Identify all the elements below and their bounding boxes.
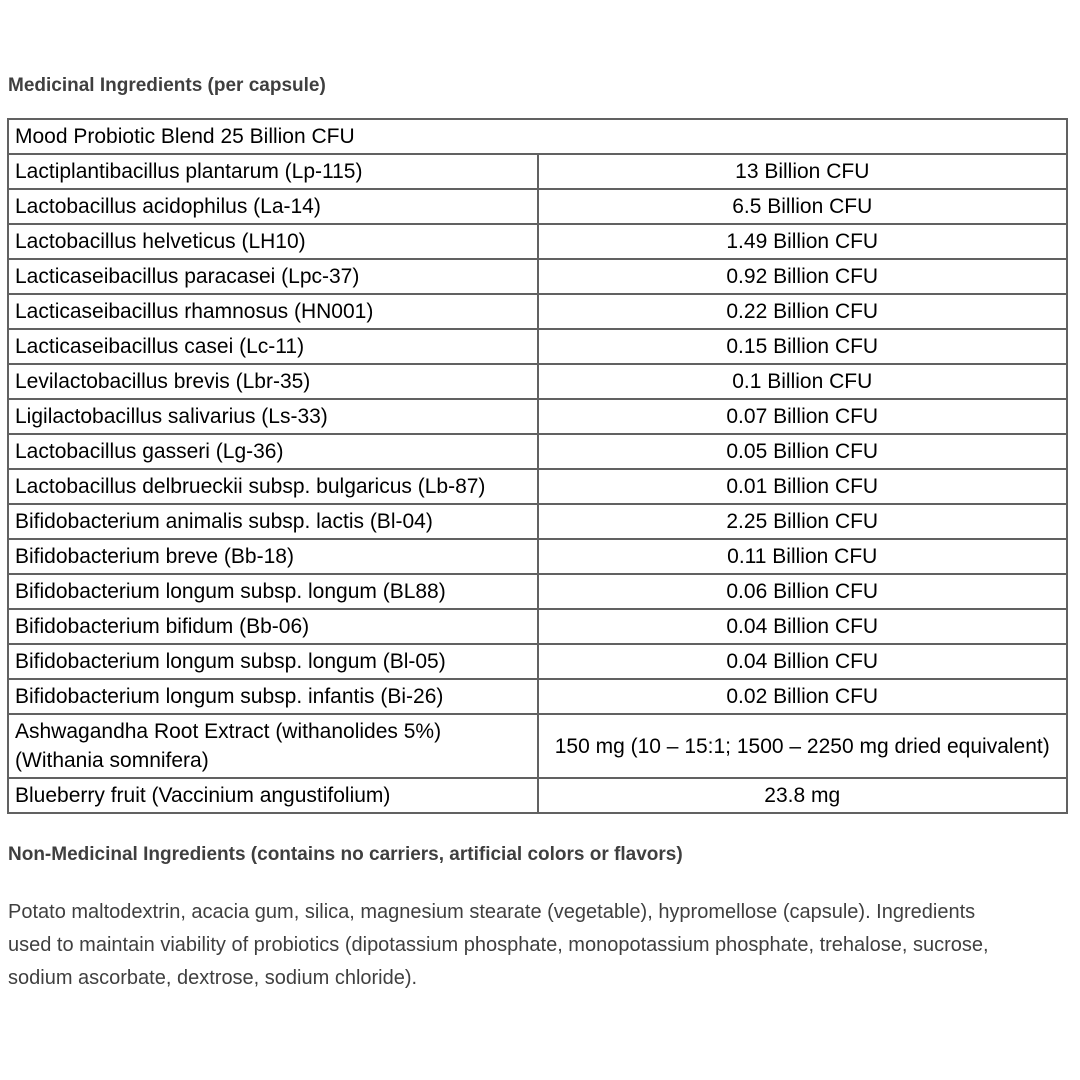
- ingredient-name-cell: Bifidobacterium longum subsp. infantis (Bi-26): [8, 679, 538, 714]
- table-row: [8, 574, 1067, 609]
- table-row: [8, 434, 1067, 469]
- ingredient-name-cell: Bifidobacterium animalis subsp. lactis (Bl-04): [8, 504, 538, 539]
- ingredient-name-cell: Ligilactobacillus salivarius (Ls-33): [8, 399, 538, 434]
- ingredient-amount-cell: 0.1 Billion CFU: [538, 364, 1068, 399]
- ingredient-amount-cell: 0.05 Billion CFU: [538, 434, 1068, 469]
- ingredient-name-cell: Lactobacillus helveticus (LH10): [8, 224, 538, 259]
- ingredient-name-cell: Blueberry fruit (Vaccinium angustifolium): [8, 778, 538, 813]
- ingredient-name-cell: Lactobacillus gasseri (Lg-36): [8, 434, 538, 469]
- table-row: [8, 364, 1067, 399]
- ingredient-amount-cell: 0.04 Billion CFU: [538, 609, 1068, 644]
- ingredient-amount-cell: 6.5 Billion CFU: [538, 189, 1068, 224]
- ingredient-amount-cell: 1.49 Billion CFU: [538, 224, 1068, 259]
- table-row: [8, 644, 1067, 679]
- table-row: [8, 224, 1067, 259]
- ingredient-amount-cell: 0.06 Billion CFU: [538, 574, 1068, 609]
- blend-header-cell: Mood Probiotic Blend 25 Billion CFU: [8, 119, 1067, 154]
- non-medicinal-ingredients-text: Potato maltodextrin, acacia gum, silica, magnesium stearate (vegetable), hypromellose (capsule). Ingredients used to maintain viability of probiotics (dipotassium phosphate, monopotassium phosphate, trehalose, sucrose, sodium ascorbate, dextrose, sodium chloride).: [8, 901, 989, 989]
- non-medicinal-ingredients-heading: Non-Medicinal Ingredients (contains no carriers, artificial colors or flavors): [8, 844, 683, 865]
- ingredient-amount-cell: 150 mg (10 – 15:1; 1500 – 2250 mg dried equivalent): [538, 714, 1068, 778]
- medicinal-ingredients-table: [7, 118, 1068, 814]
- ingredient-amount-cell: 0.15 Billion CFU: [538, 329, 1068, 364]
- blend-header-row: [8, 119, 1067, 154]
- table-row: [8, 778, 1067, 813]
- ingredient-amount-cell: 0.01 Billion CFU: [538, 469, 1068, 504]
- ingredient-name-cell: Levilactobacillus brevis (Lbr-35): [8, 364, 538, 399]
- table-row: [8, 294, 1067, 329]
- ingredient-amount-cell: 0.07 Billion CFU: [538, 399, 1068, 434]
- table-row: [8, 329, 1067, 364]
- ingredient-name-cell: Lactobacillus delbrueckii subsp. bulgaricus (Lb-87): [8, 469, 538, 504]
- ingredient-amount-cell: 0.22 Billion CFU: [538, 294, 1068, 329]
- table-row: [8, 154, 1067, 189]
- table-row: [8, 714, 1067, 778]
- table-row: [8, 679, 1067, 714]
- ingredient-amount-cell: 13 Billion CFU: [538, 154, 1068, 189]
- ingredient-name-cell: Lacticaseibacillus paracasei (Lpc-37): [8, 259, 538, 294]
- table-row: [8, 469, 1067, 504]
- medicinal-ingredients-heading: Medicinal Ingredients (per capsule): [8, 75, 326, 96]
- table-row: [8, 539, 1067, 574]
- ingredient-amount-cell: 0.11 Billion CFU: [538, 539, 1068, 574]
- ingredient-name-cell: Lacticaseibacillus rhamnosus (HN001): [8, 294, 538, 329]
- ingredient-amount-cell: 2.25 Billion CFU: [538, 504, 1068, 539]
- ingredient-amount-cell: 0.92 Billion CFU: [538, 259, 1068, 294]
- ingredient-name-cell: Lacticaseibacillus casei (Lc-11): [8, 329, 538, 364]
- table-row: [8, 504, 1067, 539]
- ingredient-amount-cell: 0.02 Billion CFU: [538, 679, 1068, 714]
- table-row: [8, 609, 1067, 644]
- ingredient-name-cell: Bifidobacterium longum subsp. longum (BL88): [8, 574, 538, 609]
- table-row: [8, 189, 1067, 224]
- table-row: [8, 399, 1067, 434]
- ingredient-name-cell: Bifidobacterium breve (Bb-18): [8, 539, 538, 574]
- ingredient-name-cell: Lactobacillus acidophilus (La-14): [8, 189, 538, 224]
- ingredient-amount-cell: 0.04 Billion CFU: [538, 644, 1068, 679]
- ingredient-name-cell: Bifidobacterium longum subsp. longum (Bl-05): [8, 644, 538, 679]
- ingredient-name-cell: Bifidobacterium bifidum (Bb-06): [8, 609, 538, 644]
- ingredient-name-cell: Ashwagandha Root Extract (withanolides 5%) (Withania somnifera): [8, 714, 538, 778]
- ingredient-rows: [8, 119, 1067, 813]
- ingredient-amount-cell: 23.8 mg: [538, 778, 1068, 813]
- ingredient-name-cell: Lactiplantibacillus plantarum (Lp-115): [8, 154, 538, 189]
- table-row: [8, 259, 1067, 294]
